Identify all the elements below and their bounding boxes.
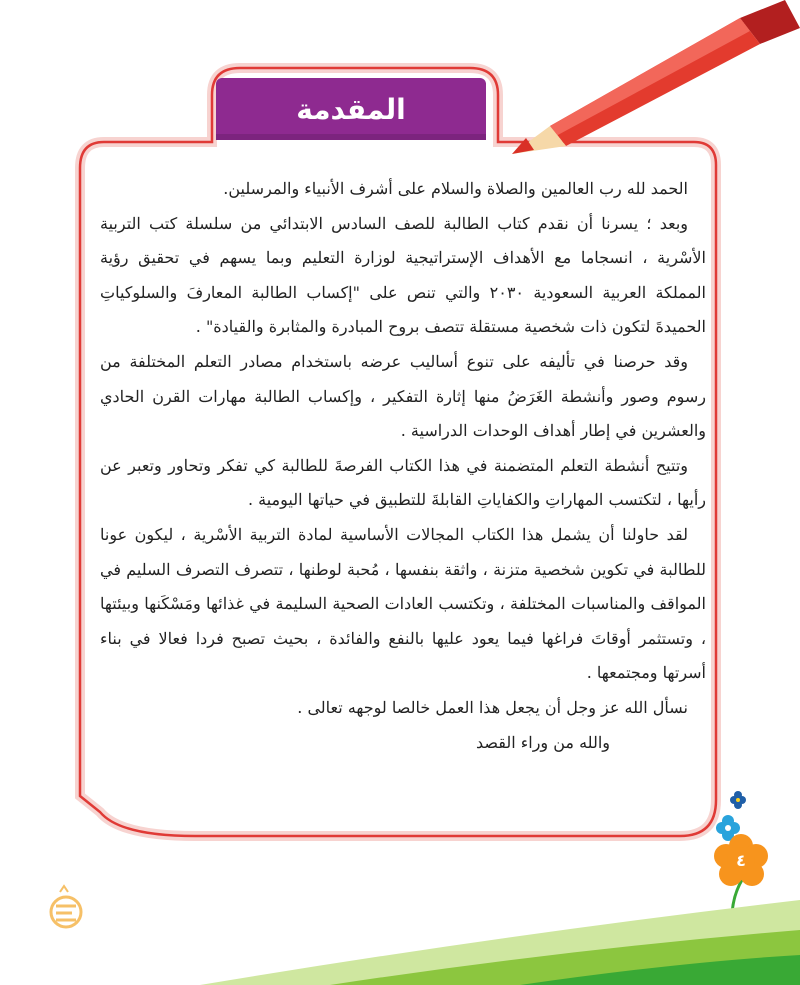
page-title: المقدمة — [216, 78, 486, 140]
paragraph-praise: الحمد لله رب العالمين والصلاة والسلام على أشرف الأنبياء والمرسلين. — [223, 179, 688, 198]
paragraph-activities: وتتيح أنشطة التعلم المتضمنة في هذا الكتاب الفرصةَ للطالبة كي تفكر وتحاور وتعبر عن رأيها ، لتكتسب المهاراتِ والكفاياتِ القابلةَ للتطبيق في حياتها اليومية . — [100, 455, 706, 510]
page-number: ٤ — [736, 851, 746, 870]
paragraph-methods: وقد حرصنا في تأليفه على تنوع أساليب عرضه باستخدام مصادر التعلم المختلفة من رسوم وصور وأنشطة الغَرَضُ منها إثارة التفكير ، وإكساب الطالبة مهارات القرن الحادي والعشرين في إطار أهداف الوحدات الدراسية . — [100, 351, 706, 441]
publisher-logo-icon — [51, 886, 81, 927]
paragraph-goals: لقد حاولنا أن يشمل هذا الكتاب المجالات الأساسية لمادة التربية الأسْرية ، ليكون عونا للطالبة في تكوين شخصية متزنة ، واثقة بنفسها ، مُحبة لوطنها ، تتصرف التصرف السليم في المواقف والمناسبات المختلفة ، وتكتسب العادات الصحية السليمة في غذائها ومَسْكَنها وبيئتها ، وتستثمر أوقاتَ فراغها فيما يعود عليها بالنفع والفائدة ، بحيث تصبح فردا فعالا في بناء أسرتها ومجتمعها . — [100, 524, 706, 683]
pencil-icon — [512, 0, 800, 154]
paragraph-prayer: نسأل الله عز وجل أن يجعل هذا العمل خالصا لوجهه تعالى . — [297, 697, 688, 717]
signature: والله من وراء القصد — [475, 732, 610, 752]
paragraph-book-intro: وبعد ؛ يسرنا أن نقدم كتاب الطالبة للصف السادس الابتدائي من سلسلة كتب التربية الأسْرية ، انسجاما مع الأهداف الإستراتيجية لوزارة التعليم وبما يسهم في تحقيق رؤية المملكة العربية السعودية ٢٠٣٠ والتي تنص على "إكساب الطالبة المعارفَ والسلوكياتِ الحميدةَ لتكون ذات شخصية مستقلة تتصف بروح المبادرة والمثابرة والقيادة" . — [100, 213, 707, 337]
small-blue-flower-icon — [730, 791, 746, 809]
grass-decoration — [200, 900, 800, 985]
intro-text — [100, 172, 706, 760]
